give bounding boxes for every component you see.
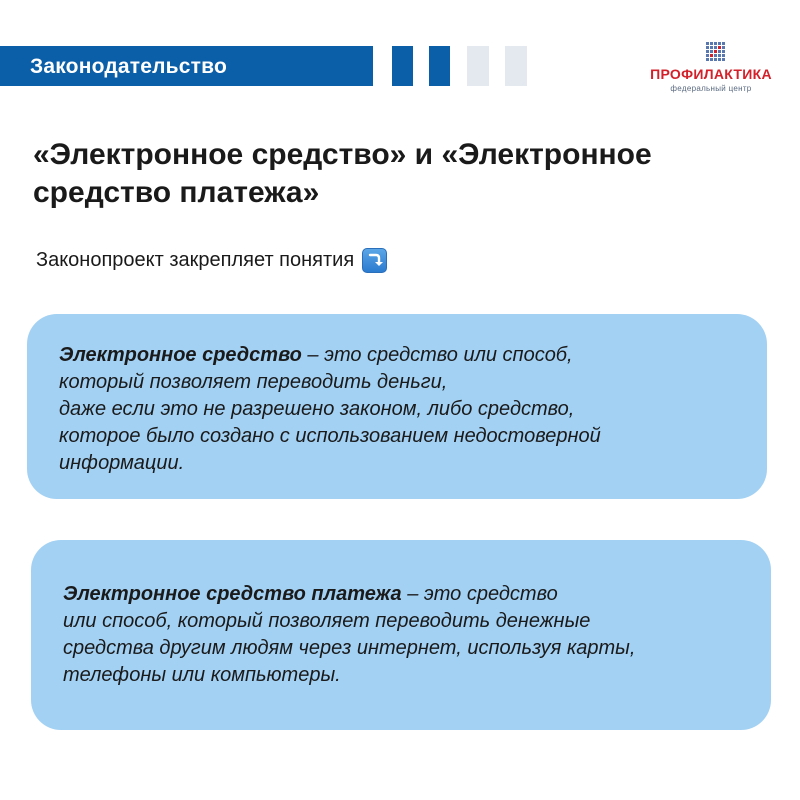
definition-line: телефоны или компьютеры. bbox=[63, 664, 341, 686]
section-label: Законодательство bbox=[30, 55, 227, 78]
logo-cell bbox=[706, 42, 709, 45]
logo-cell bbox=[722, 50, 725, 53]
logo-cell bbox=[718, 54, 721, 57]
definition-line: средства другим людям через интернет, используя карты, bbox=[63, 637, 636, 659]
logo-cell bbox=[718, 58, 721, 61]
grid-logo-icon bbox=[706, 42, 726, 62]
logo-cell bbox=[722, 58, 725, 61]
logo-cell bbox=[722, 42, 725, 45]
definition-line: – это средство bbox=[401, 583, 558, 605]
definition-line: – это средство или способ, bbox=[301, 344, 573, 366]
definition-text bbox=[59, 342, 743, 477]
logo bbox=[646, 42, 776, 98]
definition-card-electronic-means bbox=[27, 314, 767, 499]
arrow-down-right-icon bbox=[362, 248, 387, 273]
section-header-bar bbox=[0, 46, 373, 86]
logo-cell bbox=[710, 58, 713, 61]
definition-line: которое было создано с использованием недостоверной bbox=[59, 425, 601, 447]
definition-term: Электронное средство bbox=[59, 344, 302, 366]
definition-line: или способ, который позволяет переводить денежные bbox=[63, 610, 591, 632]
logo-cell bbox=[710, 54, 713, 57]
definition-text bbox=[63, 581, 747, 689]
logo-cell bbox=[706, 54, 709, 57]
logo-cell bbox=[714, 46, 717, 49]
logo-cell bbox=[722, 46, 725, 49]
logo-cell bbox=[714, 42, 717, 45]
definition-card-electronic-payment-means bbox=[31, 540, 771, 730]
page-title-line: средство платежа» bbox=[33, 176, 320, 209]
logo-cell bbox=[714, 54, 717, 57]
decor-square bbox=[429, 46, 450, 86]
decor-square bbox=[392, 46, 413, 86]
logo-cell bbox=[718, 46, 721, 49]
logo-cell bbox=[710, 42, 713, 45]
definition-line: информации. bbox=[59, 452, 185, 474]
definition-term: Электронное средство платежа bbox=[63, 583, 402, 605]
logo-cell bbox=[710, 50, 713, 53]
logo-cell bbox=[714, 58, 717, 61]
page-title bbox=[33, 136, 753, 212]
definition-line: даже если это не разрешено законом, либо средство, bbox=[59, 398, 575, 420]
intro-text: Законопроект закрепляет понятия bbox=[36, 248, 355, 271]
logo-cell bbox=[718, 42, 721, 45]
logo-cell bbox=[714, 50, 717, 53]
logo-cell bbox=[706, 50, 709, 53]
logo-cell bbox=[710, 46, 713, 49]
decor-square bbox=[505, 46, 527, 86]
logo-cell bbox=[722, 54, 725, 57]
page-title-line: «Электронное средство» и «Электронное bbox=[33, 138, 652, 171]
logo-cell bbox=[718, 50, 721, 53]
definition-line: который позволяет переводить деньги, bbox=[59, 371, 448, 393]
logo-subtitle: федеральный центр bbox=[670, 84, 752, 93]
logo-name: ПРОФИЛАКТИКА bbox=[650, 66, 772, 82]
logo-cell bbox=[706, 58, 709, 61]
decor-square bbox=[467, 46, 489, 86]
intro-row bbox=[36, 244, 387, 276]
logo-cell bbox=[706, 46, 709, 49]
